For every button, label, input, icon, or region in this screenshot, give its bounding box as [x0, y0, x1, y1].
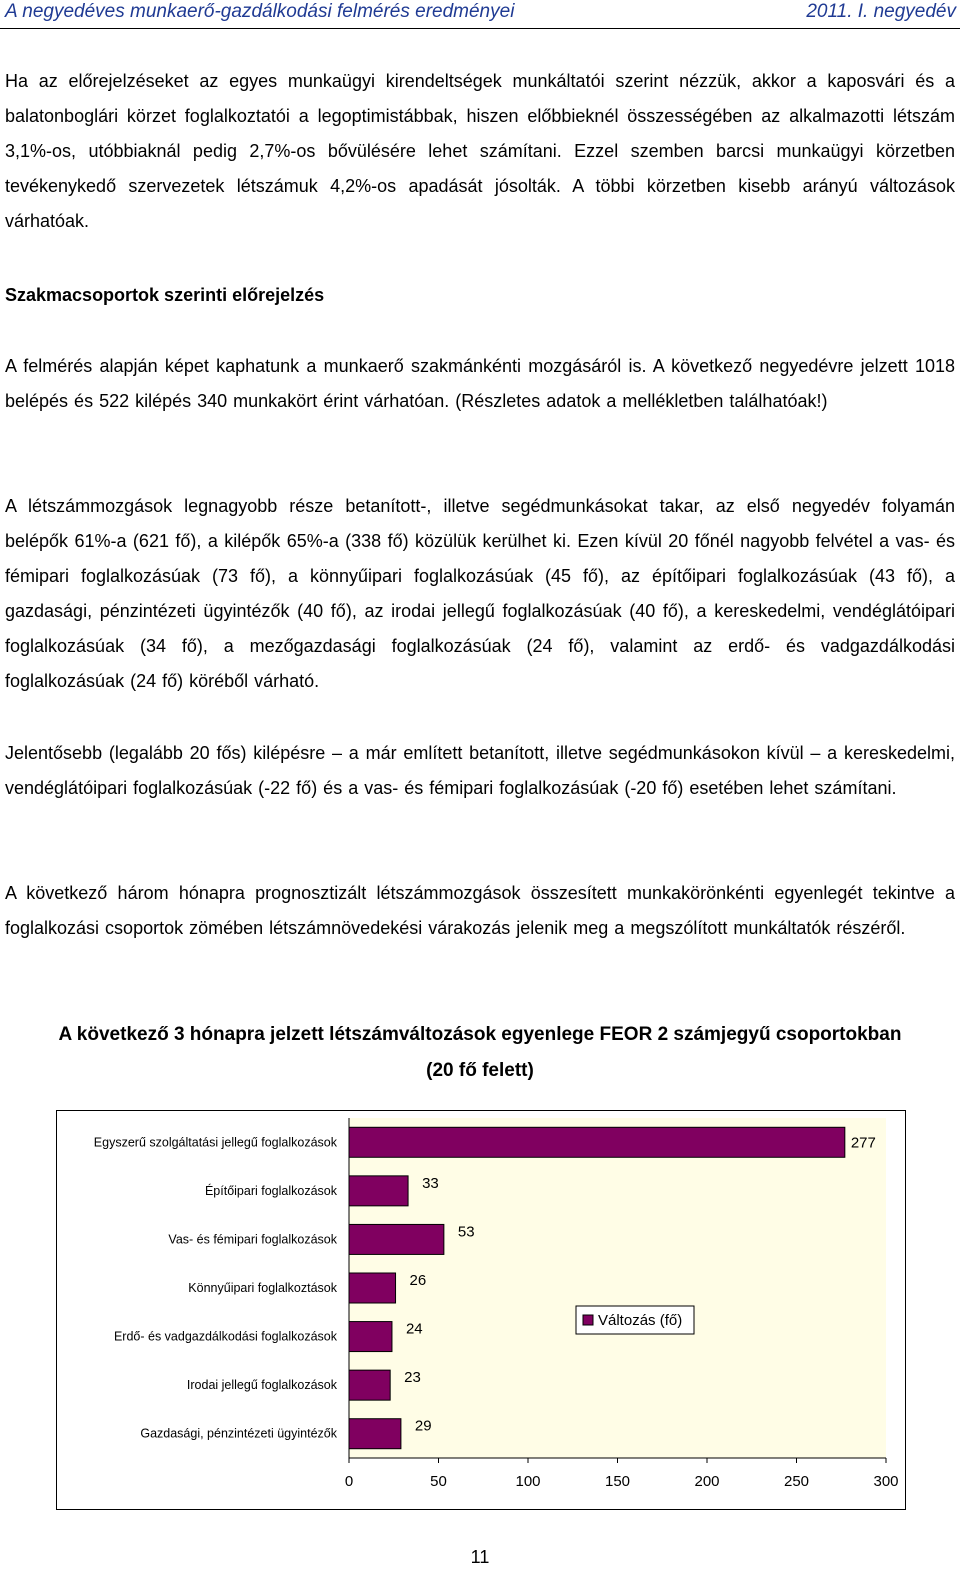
data-label: 29: [414, 1417, 432, 1435]
legend-label: Változás (fő): [598, 1312, 683, 1329]
header-period: 2011. I. negyedév: [806, 1, 956, 22]
paragraph-survey-overview: A felmérés alapján képet kaphatunk a munkaerő szakmánkénti mozgásáról is. A következő negyedévre jelzett 1018 belépés és 522 kilépés 340 munkakört érint várhatóan. (Részletes adatok a mellékletben találhatóak!): [5, 356, 955, 411]
x-tick-label: 300: [873, 1473, 899, 1490]
category-label: Erdő- és vadgazdálkodási foglalkozások: [113, 1329, 337, 1344]
paragraph-exits: Jelentősebb (legalább 20 fős) kilépésre – a már említett betanított, illetve segédmunkásokon kívül – a kereskedelmi, vendéglátóipari foglalkozásúak (-22 fő) és a vas- és fémipari foglalkozásúak (-20 fő) esetében lehet számítani.: [5, 743, 955, 798]
category-label: Irodai jellegű foglalkozások: [186, 1378, 337, 1393]
data-label: 277: [850, 1134, 876, 1152]
category-label: Egyszerű szolgáltatási jellegű foglalkozások: [93, 1135, 337, 1150]
paragraph-balance: A következő három hónapra prognosztizált létszámmozgások összesített munkakörönkénti egyenlegét tekintve a foglalkozási csoportok zömében létszámnövedekési várakozás jelenik meg a megszólított munkáltatók részéről.: [5, 883, 955, 938]
bar: [349, 1273, 396, 1303]
x-tick-label: 250: [783, 1473, 810, 1490]
x-tick-label: 100: [515, 1473, 541, 1490]
page-header: [0, 0, 960, 29]
data-label: 24: [405, 1320, 423, 1338]
chart-title: [0, 1017, 960, 1089]
chart-title-line2: (20 fő felett): [426, 1060, 534, 1081]
data-label: 53: [457, 1223, 475, 1241]
plot-area: [349, 1118, 886, 1458]
paragraph-hiring-details: A létszámmozgások legnagyobb része betanított-, illetve segédmunkásokat takar, az első negyedév folyamán belépők 61%-a (621 fő), a kilépők 65%-a (338 fő) közülük kerülhet ki. Ezen kívül 20 főnél nagyobb felvétel a vas- és fémipari foglalkozásúak (73 fő), a könnyűipari foglalkozásúak (45 fő), az építőipari foglalkozásúak (43 fő), a gazdasági, pénzintézeti ügyintézők (40 fő), az irodai jellegű foglalkozásúak (40 fő), a kereskedelmi, vendéglátóipari foglalkozásúak (34 fő), a mezőgazdasági foglalkozásúak (24 fő), valamint az erdő- és vadgazdálkodási foglalkozásúak (24 fő) köréből várható.: [5, 496, 955, 691]
legend-swatch: [583, 1315, 593, 1325]
paragraph-district-forecast: Ha az előrejelzéseket az egyes munkaügyi kirendeltségek munkáltatói szerint nézzük, akkor a kaposvári és a balatonboglári körzet foglalkoztatói a legoptimistábbak, hiszen előbbieknél összességében az alkalmazotti létszám 3,1%-os, utóbbiaknál pedig 2,7%-os bővülésére lehet számítani. Ezzel szemben barcsi munkaügyi körzetben tevékenykedő szervezetek létszámuk 4,2%-os apadását jósolták. A többi körzetben kisebb arányú változások várhatóak.: [5, 71, 955, 231]
section-heading: Szakmacsoportok szerinti előrejelzés: [5, 285, 325, 305]
x-tick-label: 200: [694, 1473, 720, 1490]
category-label: Építőipari foglalkozások: [204, 1183, 337, 1198]
header-title: A negyedéves munkaerő-gazdálkodási felmérés eredményei: [5, 1, 515, 22]
bar: [349, 1127, 845, 1157]
page-number: 11: [470, 1547, 490, 1567]
bar: [349, 1224, 444, 1254]
bar: [349, 1176, 408, 1206]
data-label: 23: [404, 1369, 421, 1387]
category-label: Könnyűipari foglalkoztások: [188, 1281, 337, 1295]
bar: [349, 1370, 390, 1400]
x-tick-label: 0: [344, 1473, 354, 1490]
category-label: Gazdasági, pénzintézeti ügyintézők: [140, 1426, 337, 1441]
bar: [349, 1322, 392, 1352]
x-tick-label: 150: [604, 1473, 631, 1490]
data-label: 33: [422, 1174, 439, 1192]
bar: [349, 1419, 401, 1449]
chart-title-line1: A következő 3 hónapra jelzett létszámváltozások egyenlege FEOR 2 számjegyű csoportokban: [58, 1024, 902, 1045]
category-label: Vas- és fémipari foglalkozások: [168, 1232, 337, 1247]
bar-chart: [56, 1110, 906, 1510]
data-label: 26: [409, 1272, 427, 1289]
x-tick-label: 50: [430, 1473, 447, 1490]
